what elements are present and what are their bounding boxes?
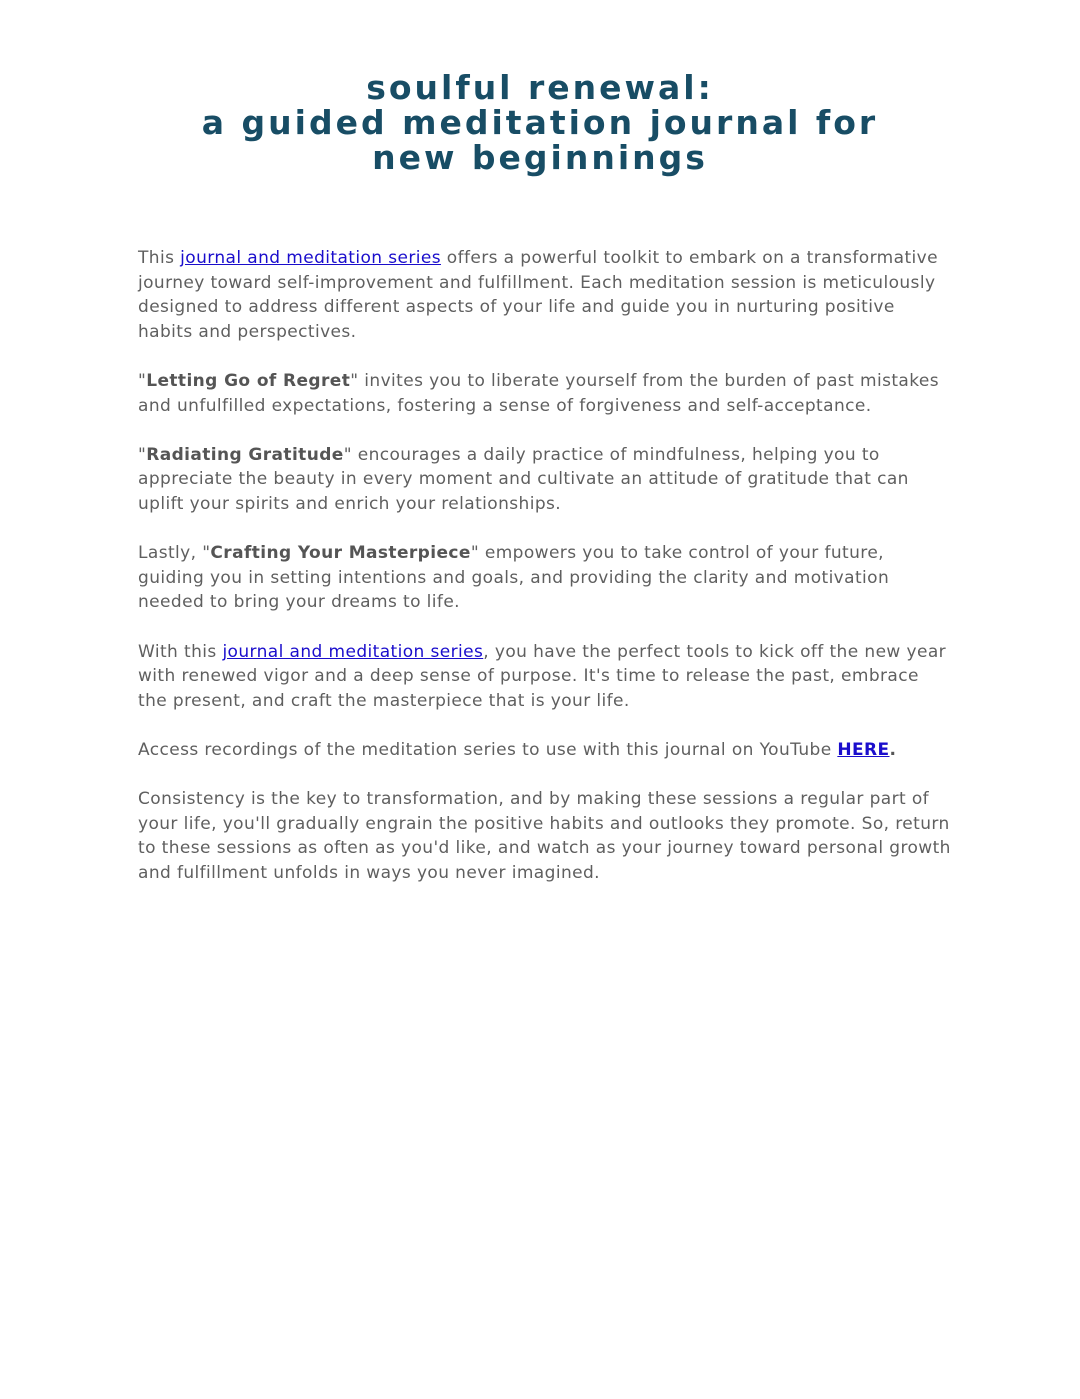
title-line-1: soulful renewal: — [366, 68, 714, 107]
gratitude-text: " encourages a daily practice of mindfulness, helping you to appreciate the beauty in every moment and cultivate an attitude of gratitude that can uplift your spirits and enrich your relationships. — [138, 444, 909, 514]
title-line-2: a guided meditation journal for — [201, 103, 879, 142]
intro-text-after: offers a powerful toolkit to embark on a transformative journey toward self-improvement and fulfillment. Each meditation session is meticulously designed to address different aspects of your life and guide you in nurturing positive habits and perspectives. — [138, 248, 938, 342]
youtube-text: Access recordings of the meditation series to use with this journal on YouTube — [138, 739, 838, 760]
new-year-text-after: , you have the perfect tools to kick off the new year with renewed vigor and a deep sense of purpose. It's time to release the past, embrace the present, and craft the masterpiece that is your life. — [138, 641, 947, 711]
title-line-3: new beginnings — [372, 138, 708, 177]
masterpiece-title: Crafting Your Masterpiece — [210, 543, 471, 564]
journal-series-link-2[interactable]: journal and meditation series — [222, 641, 484, 662]
new-year-text-before: With this — [138, 641, 223, 662]
masterpiece-paragraph — [138, 541, 953, 615]
masterpiece-text-before: Lastly, " — [138, 543, 211, 564]
intro-text-before: This — [138, 248, 181, 268]
letting-go-text: " invites you to liberate yourself from the burden of past mistakes and unfulfilled expectations, fostering a sense of forgiveness and self-acceptance. — [138, 370, 939, 416]
consistency-paragraph: Consistency is the key to transformation, and by making these sessions a regular part of your life, you'll gradually engrain the positive habits and outlooks they promote. So, return to these sessions as often as you'd like, and watch as your journey toward personal growth and fulfillment unfolds in ways you never imagined. — [138, 789, 951, 883]
here-link-wrapper — [837, 740, 896, 760]
new-year-paragraph — [138, 640, 953, 714]
gratitude-paragraph — [138, 443, 953, 517]
youtube-here-link[interactable]: HERE — [837, 739, 890, 760]
letting-go-quote-open: " — [138, 370, 147, 391]
youtube-period: . — [889, 739, 897, 760]
intro-paragraph — [138, 246, 953, 344]
youtube-paragraph — [138, 738, 953, 763]
gratitude-title: Radiating Gratitude — [146, 444, 344, 465]
letting-go-paragraph — [138, 369, 953, 418]
page-title — [100, 70, 980, 175]
masterpiece-text: " empowers you to take control of your future, guiding you in setting intentions and goals, and providing the clarity and motivation needed to bring your dreams to life. — [138, 543, 890, 613]
gratitude-quote-open: " — [138, 444, 147, 465]
body-content — [138, 246, 953, 910]
letting-go-title: Letting Go of Regret — [146, 370, 351, 391]
journal-series-link[interactable]: journal and meditation series — [180, 248, 441, 268]
